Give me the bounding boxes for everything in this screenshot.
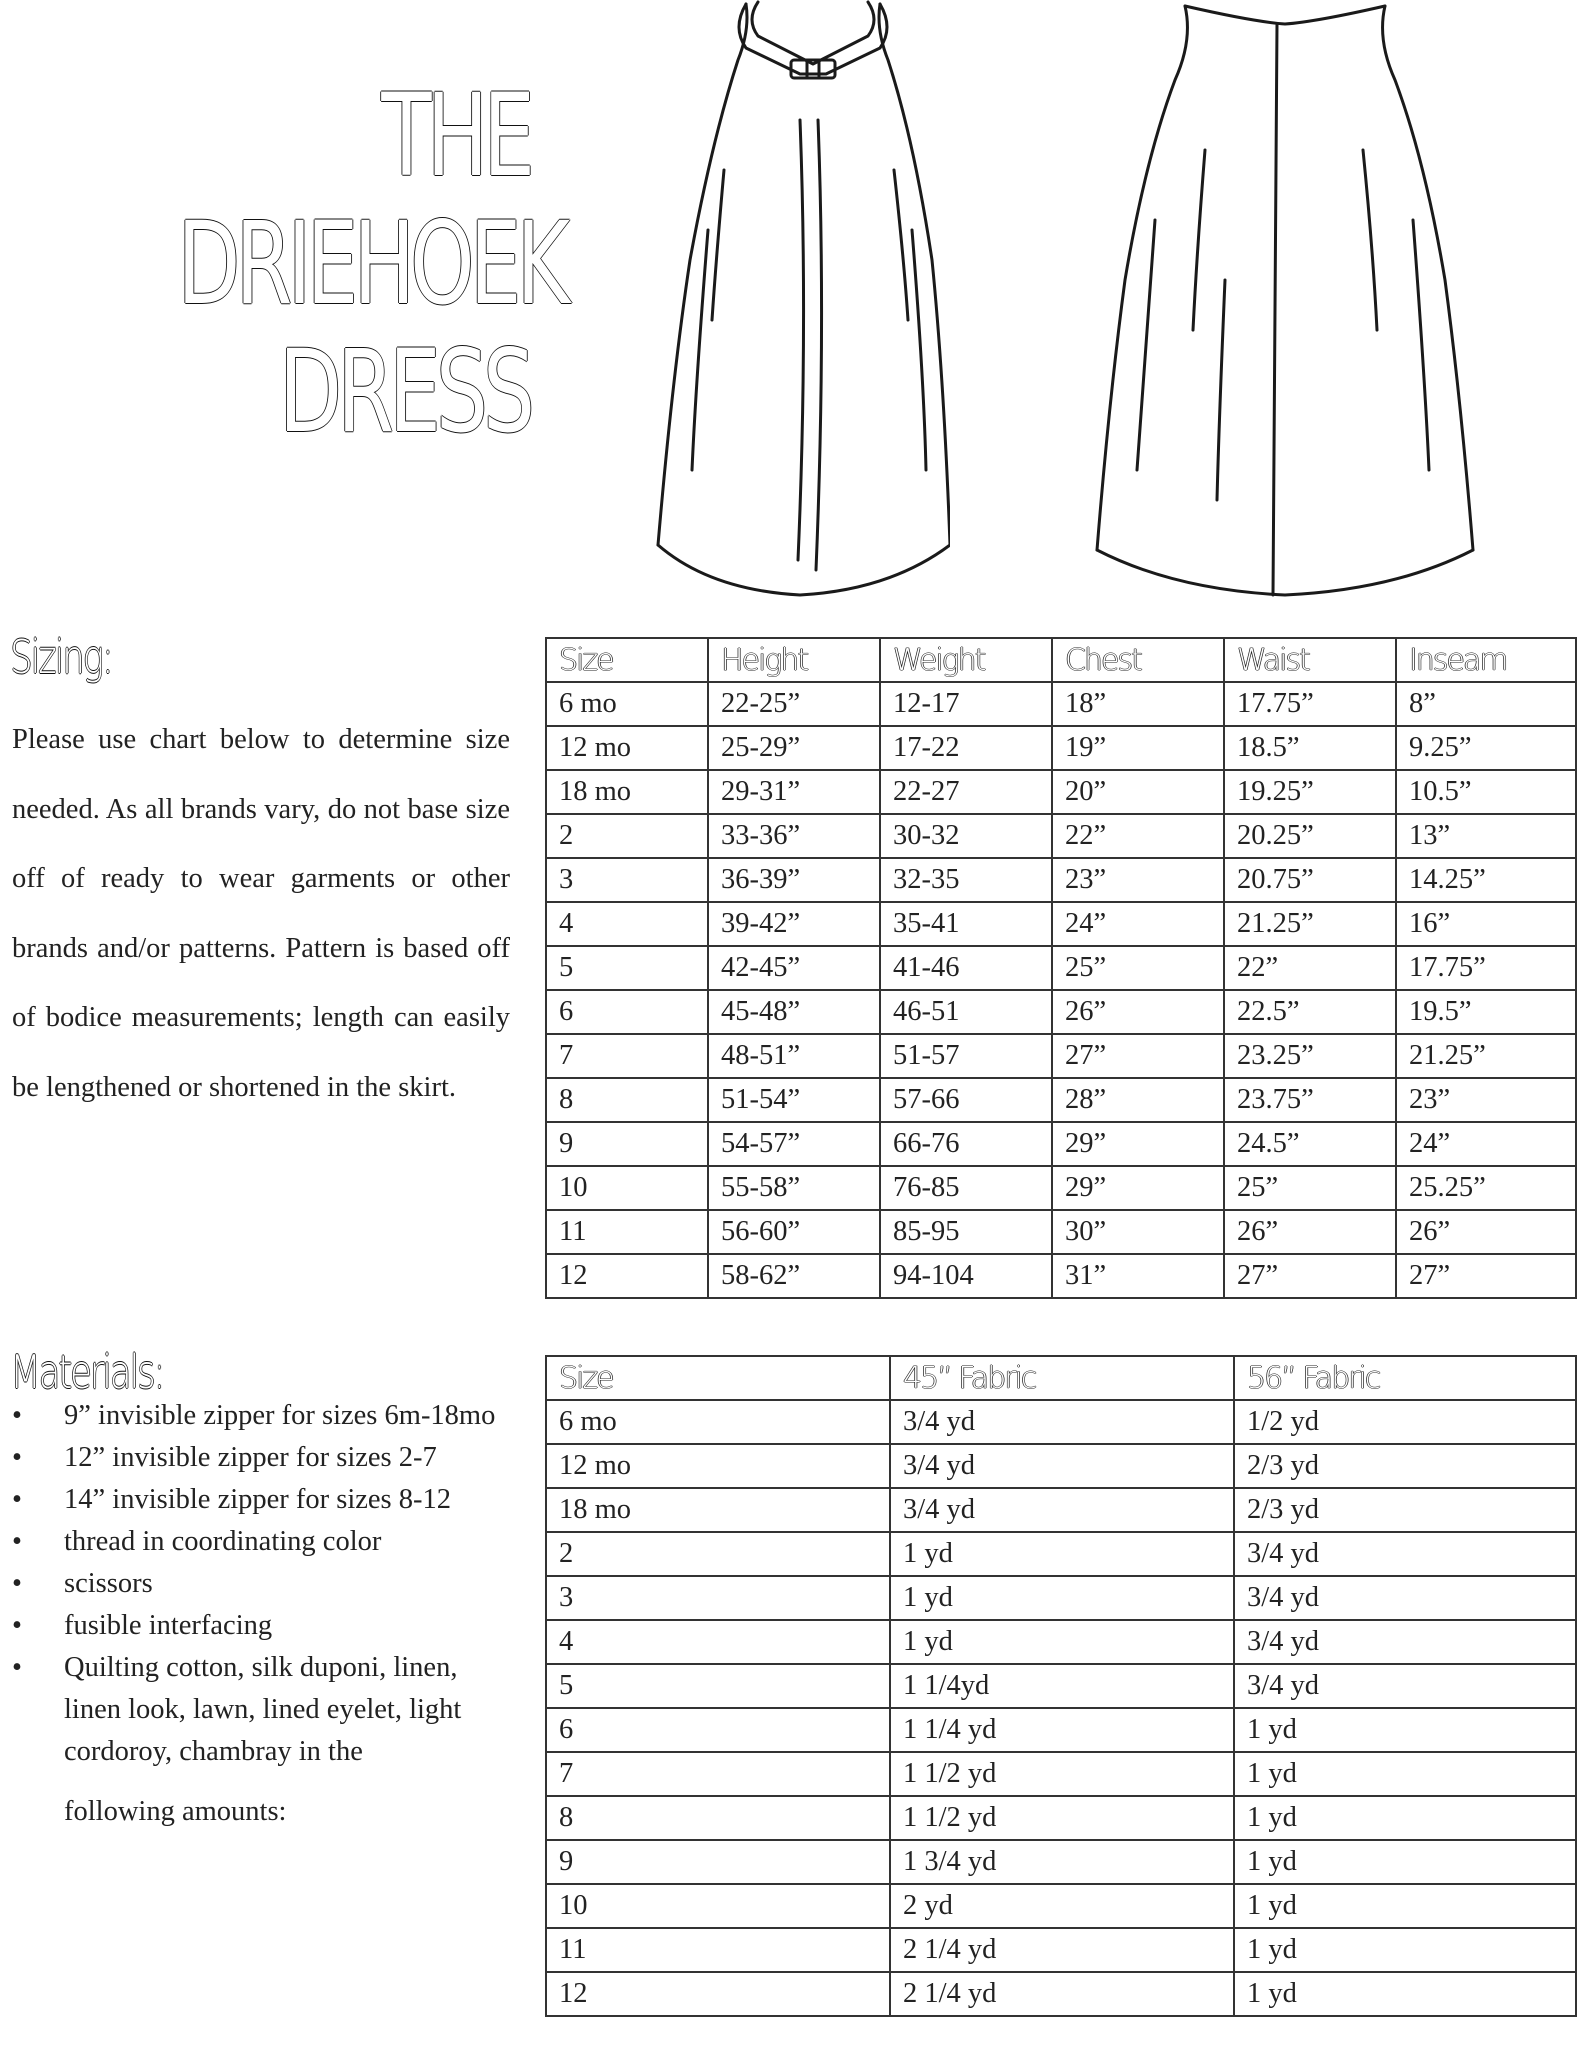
- table-row: [546, 1210, 1576, 1254]
- table-cell: 19.25”: [1224, 770, 1396, 814]
- column-header: Waist: [1224, 638, 1396, 682]
- table-cell: 1 yd: [1234, 1752, 1576, 1796]
- table-cell: 45-48”: [708, 990, 880, 1034]
- table-cell: 1 yd: [1234, 1972, 1576, 2016]
- table-cell: 10: [546, 1884, 890, 1928]
- table-row: [546, 814, 1576, 858]
- table-cell: 3: [546, 1576, 890, 1620]
- table-cell: 23”: [1396, 1078, 1576, 1122]
- page-title: [177, 69, 566, 458]
- materials-item: • 12” invisible zipper for sizes 2-7: [12, 1437, 512, 1479]
- table-cell: 5: [546, 1664, 890, 1708]
- table-cell: 41-46: [880, 946, 1052, 990]
- size-chart-table: [545, 637, 1577, 1299]
- materials-item-tail: following amounts:: [64, 1796, 287, 1827]
- table-cell: 1 yd: [1234, 1884, 1576, 1928]
- table-cell: 27”: [1224, 1254, 1396, 1298]
- table-cell: 1/2 yd: [1234, 1400, 1576, 1444]
- table-cell: 22.5”: [1224, 990, 1396, 1034]
- table-cell: 25-29”: [708, 726, 880, 770]
- table-cell: 1 1/4 yd: [890, 1708, 1234, 1752]
- table-row: [546, 1972, 1576, 2016]
- table-cell: 2: [546, 814, 708, 858]
- column-header: Size: [546, 638, 708, 682]
- table-cell: 48-51”: [708, 1034, 880, 1078]
- fabric-chart-body: [546, 1400, 1576, 2016]
- table-cell: 36-39”: [708, 858, 880, 902]
- dress-back-illustration: [1095, 0, 1475, 600]
- materials-item: • fusible interfacing: [12, 1605, 512, 1647]
- table-row: [546, 1884, 1576, 1928]
- title-line-2: DRIEHOEK: [177, 197, 566, 330]
- table-cell: 22-25”: [708, 682, 880, 726]
- table-row: [546, 1752, 1576, 1796]
- table-cell: 11: [546, 1928, 890, 1972]
- table-cell: 20.25”: [1224, 814, 1396, 858]
- table-row: [546, 1532, 1576, 1576]
- table-cell: 3/4 yd: [1234, 1664, 1576, 1708]
- table-row: [546, 1708, 1576, 1752]
- table-cell: 56-60”: [708, 1210, 880, 1254]
- sizing-description: Please use chart below to determine size needed. As all brands vary, do not base size off of ready to wear garments or other brands and/or patterns. Pattern is based off of bodice measurements; length can easily be lengthened or shortened in the skirt.: [12, 724, 510, 1103]
- table-cell: 35-41: [880, 902, 1052, 946]
- table-header-row: [546, 638, 1576, 682]
- table-row: [546, 1928, 1576, 1972]
- table-cell: 1 1/4yd: [890, 1664, 1234, 1708]
- table-cell: 57-66: [880, 1078, 1052, 1122]
- table-cell: 18.5”: [1224, 726, 1396, 770]
- materials-item: [12, 1647, 512, 1833]
- table-cell: 14.25”: [1396, 858, 1576, 902]
- table-cell: 18 mo: [546, 1488, 890, 1532]
- table-cell: 25.25”: [1396, 1166, 1576, 1210]
- table-cell: 3/4 yd: [1234, 1620, 1576, 1664]
- table-cell: 3/4 yd: [1234, 1532, 1576, 1576]
- table-row: [546, 1796, 1576, 1840]
- table-cell: 8: [546, 1078, 708, 1122]
- table-row: [546, 1166, 1576, 1210]
- materials-item-text: Quilting cotton, silk duponi, linen, linen look, lawn, lined eyelet, light cordoroy, chambray in the: [64, 1652, 462, 1767]
- table-row: [546, 726, 1576, 770]
- table-cell: 94-104: [880, 1254, 1052, 1298]
- table-row: [546, 858, 1576, 902]
- table-cell: 3/4 yd: [890, 1444, 1234, 1488]
- table-cell: 7: [546, 1752, 890, 1796]
- table-cell: 12 mo: [546, 726, 708, 770]
- table-cell: 2/3 yd: [1234, 1444, 1576, 1488]
- table-cell: 7: [546, 1034, 708, 1078]
- table-cell: 32-35: [880, 858, 1052, 902]
- column-header: Weight: [880, 638, 1052, 682]
- table-cell: 6: [546, 990, 708, 1034]
- table-cell: 21.25”: [1396, 1034, 1576, 1078]
- table-cell: 22”: [1224, 946, 1396, 990]
- table-cell: 1 yd: [890, 1620, 1234, 1664]
- table-cell: 8: [546, 1796, 890, 1840]
- table-cell: 24”: [1052, 902, 1224, 946]
- table-cell: 6: [546, 1708, 890, 1752]
- table-cell: 18 mo: [546, 770, 708, 814]
- table-cell: 19.5”: [1396, 990, 1576, 1034]
- table-cell: 51-57: [880, 1034, 1052, 1078]
- table-row: [546, 1488, 1576, 1532]
- column-header: 56” Fabric: [1234, 1356, 1576, 1400]
- table-header-row: [546, 1356, 1576, 1400]
- title-line-3: DRESS: [278, 325, 530, 458]
- table-cell: 2 yd: [890, 1884, 1234, 1928]
- table-row: [546, 990, 1576, 1034]
- table-row: [546, 1254, 1576, 1298]
- table-cell: 11: [546, 1210, 708, 1254]
- sizing-heading: Sizing:: [10, 630, 112, 684]
- column-header: Inseam: [1396, 638, 1576, 682]
- table-cell: 2: [546, 1532, 890, 1576]
- table-cell: 3/4 yd: [890, 1488, 1234, 1532]
- table-cell: 29-31”: [708, 770, 880, 814]
- table-cell: 6 mo: [546, 682, 708, 726]
- table-cell: 58-62”: [708, 1254, 880, 1298]
- table-cell: 12: [546, 1254, 708, 1298]
- table-cell: 19”: [1052, 726, 1224, 770]
- table-cell: 22-27: [880, 770, 1052, 814]
- table-cell: 28”: [1052, 1078, 1224, 1122]
- table-cell: 31”: [1052, 1254, 1224, 1298]
- table-cell: 17.75”: [1396, 946, 1576, 990]
- title-line-1: THE: [381, 69, 530, 202]
- table-cell: 1 yd: [1234, 1796, 1576, 1840]
- table-cell: 26”: [1396, 1210, 1576, 1254]
- table-cell: 29”: [1052, 1122, 1224, 1166]
- table-row: [546, 1444, 1576, 1488]
- table-cell: 23”: [1052, 858, 1224, 902]
- table-cell: 16”: [1396, 902, 1576, 946]
- table-cell: 10: [546, 1166, 708, 1210]
- table-row: [546, 770, 1576, 814]
- table-cell: 17-22: [880, 726, 1052, 770]
- table-row: [546, 1840, 1576, 1884]
- table-cell: 4: [546, 1620, 890, 1664]
- table-cell: 10.5”: [1396, 770, 1576, 814]
- table-cell: 33-36”: [708, 814, 880, 858]
- table-cell: 1 yd: [1234, 1840, 1576, 1884]
- table-row: [546, 902, 1576, 946]
- table-cell: 3: [546, 858, 708, 902]
- table-cell: 25”: [1052, 946, 1224, 990]
- table-cell: 25”: [1224, 1166, 1396, 1210]
- materials-heading: Materials:: [10, 1345, 164, 1399]
- table-cell: 1 1/2 yd: [890, 1796, 1234, 1840]
- table-cell: 76-85: [880, 1166, 1052, 1210]
- dress-front-illustration: [650, 0, 950, 600]
- table-row: [546, 1078, 1576, 1122]
- table-cell: 23.75”: [1224, 1078, 1396, 1122]
- table-cell: 1 3/4 yd: [890, 1840, 1234, 1884]
- table-row: [546, 682, 1576, 726]
- table-cell: 24.5”: [1224, 1122, 1396, 1166]
- materials-item: • thread in coordinating color: [12, 1521, 512, 1563]
- table-cell: 85-95: [880, 1210, 1052, 1254]
- table-cell: 27”: [1052, 1034, 1224, 1078]
- table-cell: 12-17: [880, 682, 1052, 726]
- table-cell: 4: [546, 902, 708, 946]
- table-cell: 8”: [1396, 682, 1576, 726]
- table-cell: 30”: [1052, 1210, 1224, 1254]
- table-cell: 66-76: [880, 1122, 1052, 1166]
- table-row: [546, 1664, 1576, 1708]
- table-cell: 5: [546, 946, 708, 990]
- table-cell: 46-51: [880, 990, 1052, 1034]
- table-cell: 6 mo: [546, 1400, 890, 1444]
- table-cell: 12 mo: [546, 1444, 890, 1488]
- column-header: Height: [708, 638, 880, 682]
- table-cell: 13”: [1396, 814, 1576, 858]
- table-cell: 3/4 yd: [1234, 1576, 1576, 1620]
- table-cell: 9: [546, 1122, 708, 1166]
- column-header: 45” Fabric: [890, 1356, 1234, 1400]
- table-cell: 1 yd: [1234, 1928, 1576, 1972]
- size-chart-body: [546, 682, 1576, 1298]
- table-cell: 17.75”: [1224, 682, 1396, 726]
- table-cell: 51-54”: [708, 1078, 880, 1122]
- table-cell: 18”: [1052, 682, 1224, 726]
- table-row: [546, 1400, 1576, 1444]
- table-cell: 9.25”: [1396, 726, 1576, 770]
- table-cell: 23.25”: [1224, 1034, 1396, 1078]
- table-cell: 24”: [1396, 1122, 1576, 1166]
- table-cell: 22”: [1052, 814, 1224, 858]
- table-cell: 55-58”: [708, 1166, 880, 1210]
- column-header: Size: [546, 1356, 890, 1400]
- table-row: [546, 1620, 1576, 1664]
- table-row: [546, 1576, 1576, 1620]
- table-row: [546, 1122, 1576, 1166]
- table-cell: 1 1/2 yd: [890, 1752, 1234, 1796]
- column-header: Chest: [1052, 638, 1224, 682]
- table-row: [546, 1034, 1576, 1078]
- table-cell: 2 1/4 yd: [890, 1972, 1234, 2016]
- materials-list: [12, 1395, 512, 1833]
- table-cell: 27”: [1396, 1254, 1576, 1298]
- table-cell: 26”: [1052, 990, 1224, 1034]
- table-cell: 26”: [1224, 1210, 1396, 1254]
- table-cell: 30-32: [880, 814, 1052, 858]
- materials-item: • scissors: [12, 1563, 512, 1605]
- table-cell: 1 yd: [1234, 1708, 1576, 1752]
- materials-item: • 9” invisible zipper for sizes 6m-18mo: [12, 1395, 512, 1437]
- table-cell: 21.25”: [1224, 902, 1396, 946]
- table-cell: 20.75”: [1224, 858, 1396, 902]
- materials-item: • 14” invisible zipper for sizes 8-12: [12, 1479, 512, 1521]
- table-cell: 1 yd: [890, 1576, 1234, 1620]
- table-row: [546, 946, 1576, 990]
- table-cell: 2 1/4 yd: [890, 1928, 1234, 1972]
- table-cell: 2/3 yd: [1234, 1488, 1576, 1532]
- table-cell: 12: [546, 1972, 890, 2016]
- table-cell: 3/4 yd: [890, 1400, 1234, 1444]
- table-cell: 29”: [1052, 1166, 1224, 1210]
- table-cell: 39-42”: [708, 902, 880, 946]
- table-cell: 54-57”: [708, 1122, 880, 1166]
- table-cell: 20”: [1052, 770, 1224, 814]
- table-cell: 9: [546, 1840, 890, 1884]
- fabric-chart-table: [545, 1355, 1577, 2017]
- table-cell: 42-45”: [708, 946, 880, 990]
- table-cell: 1 yd: [890, 1532, 1234, 1576]
